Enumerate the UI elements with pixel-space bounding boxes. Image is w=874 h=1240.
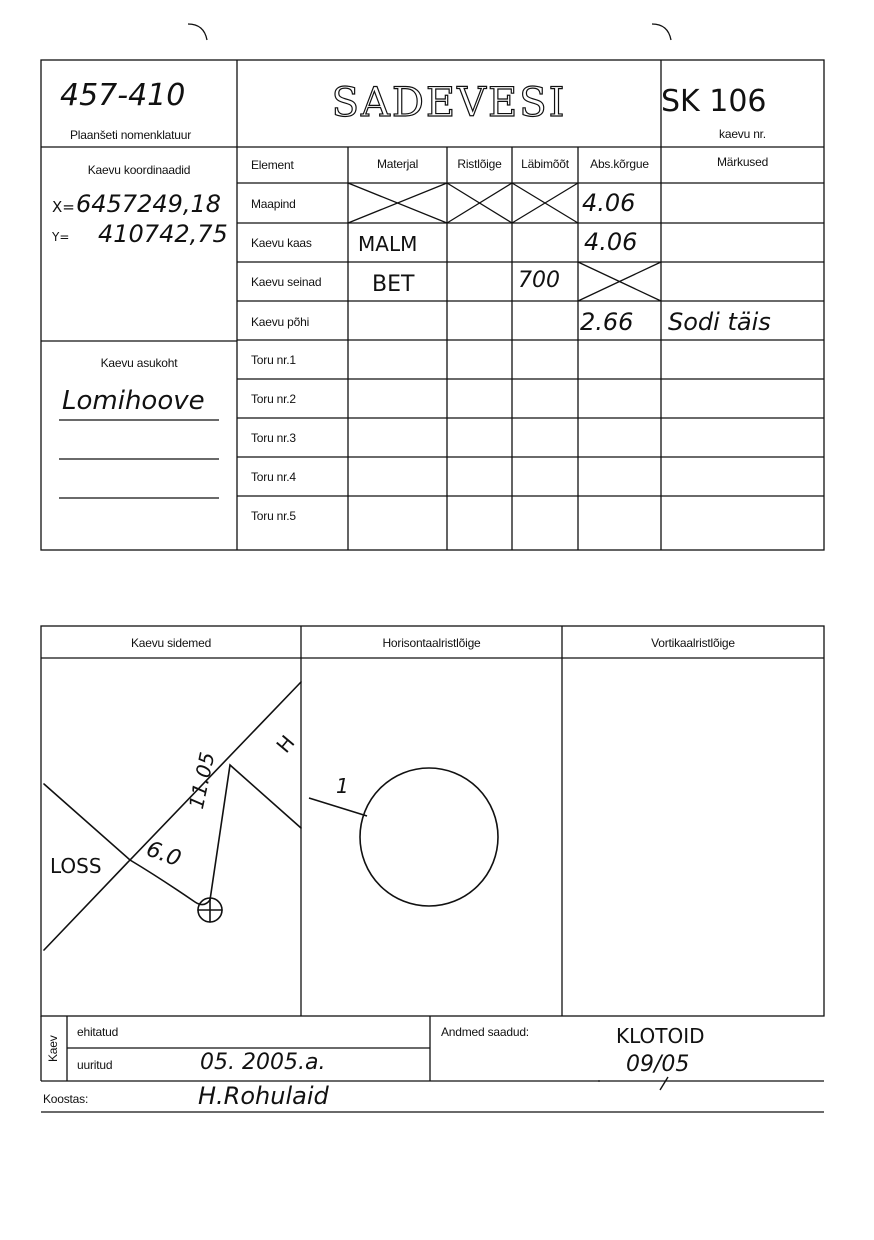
nomenclature-value: 457-410 <box>60 78 186 113</box>
coordinates-label: Kaevu koordinaadid <box>87 163 191 177</box>
row-label-ground: Maapind <box>251 197 296 211</box>
data-received-date: 09/05 <box>626 1052 690 1077</box>
surveyed-value: 05. 2005.a. <box>200 1050 326 1075</box>
col-header-diameter: Läbimõõt <box>521 157 569 171</box>
col-header-notes: Märkused <box>716 155 769 169</box>
lid-abs-height: 4.06 <box>584 228 638 256</box>
built-label: ehitatud <box>77 1025 119 1039</box>
sketch-pipe-mark: 1 <box>336 774 349 798</box>
row-label-pipe-3: Toru nr.3 <box>251 431 296 445</box>
page-title: SADEVESI <box>331 80 567 126</box>
bottom-abs-height: 2.66 <box>580 308 634 336</box>
vertical-section-label: Vortikaalristlõige <box>651 636 735 650</box>
data-received-label: Andmed saadud: <box>441 1025 529 1039</box>
compiled-label: Koostas: <box>43 1092 89 1106</box>
row-label-pipe-4: Toru nr.4 <box>251 470 296 484</box>
sketch-mark-h: H <box>271 730 300 758</box>
road-upper-edge <box>44 682 301 860</box>
walls-diameter: 700 <box>518 268 560 293</box>
horizontal-section-label: Horisontaalristlõige <box>382 636 481 650</box>
well-label: Kaev <box>46 1035 60 1062</box>
surveyed-label: uuritud <box>77 1058 113 1072</box>
walls-material: BET <box>372 272 415 297</box>
sketch-distance-a: 6.0 <box>142 836 185 873</box>
well-number-label: kaevu nr. <box>719 127 766 141</box>
sketch-loss-label: LOSS <box>50 854 102 878</box>
compiled-value: H.Rohulaid <box>198 1082 329 1110</box>
connections-sketch <box>44 682 301 950</box>
row-label-lid: Kaevu kaas <box>251 236 312 250</box>
col-header-element: Element <box>251 158 294 172</box>
location-value: Lomihoove <box>62 386 205 416</box>
sketch-distance-b: 11.05 <box>184 749 220 811</box>
well-number-value: SK 106 <box>661 84 767 119</box>
x-prefix: X= <box>52 198 75 216</box>
connections-label: Kaevu sidemed <box>130 636 212 650</box>
location-label: Kaevu asukoht <box>100 356 178 370</box>
ground-abs-height: 4.06 <box>582 189 636 217</box>
col-header-abs-height: Abs.kõrgue <box>590 157 649 171</box>
row-label-walls: Kaevu seinad <box>251 275 322 289</box>
pipe-line <box>309 798 367 816</box>
col-header-cross-section: Ristlõige <box>457 157 502 171</box>
row-label-pipe-2: Toru nr.2 <box>251 392 296 406</box>
row-label-pipe-5: Toru nr.5 <box>251 509 296 523</box>
col-header-material: Materjal <box>376 157 419 171</box>
punch-hole-right <box>652 24 671 40</box>
nomenclature-label: Plaanšeti nomenklatuur <box>70 128 192 142</box>
measure-line-b <box>210 765 301 900</box>
drawing-area-border <box>41 626 824 1016</box>
punch-hole-left <box>188 24 207 40</box>
data-received-source: KLOTOID <box>616 1024 705 1048</box>
row-label-pipe-1: Toru nr.1 <box>251 353 296 367</box>
well-cross-section-circle <box>360 768 498 906</box>
lid-material: MALM <box>358 232 418 256</box>
y-prefix: Y= <box>52 230 70 244</box>
y-coordinate-value: 410742,75 <box>98 220 228 248</box>
row-label-bottom: Kaevu põhi <box>251 315 310 329</box>
bottom-notes: Sodi täis <box>668 308 771 336</box>
x-coordinate-value: 6457249,18 <box>76 190 222 218</box>
